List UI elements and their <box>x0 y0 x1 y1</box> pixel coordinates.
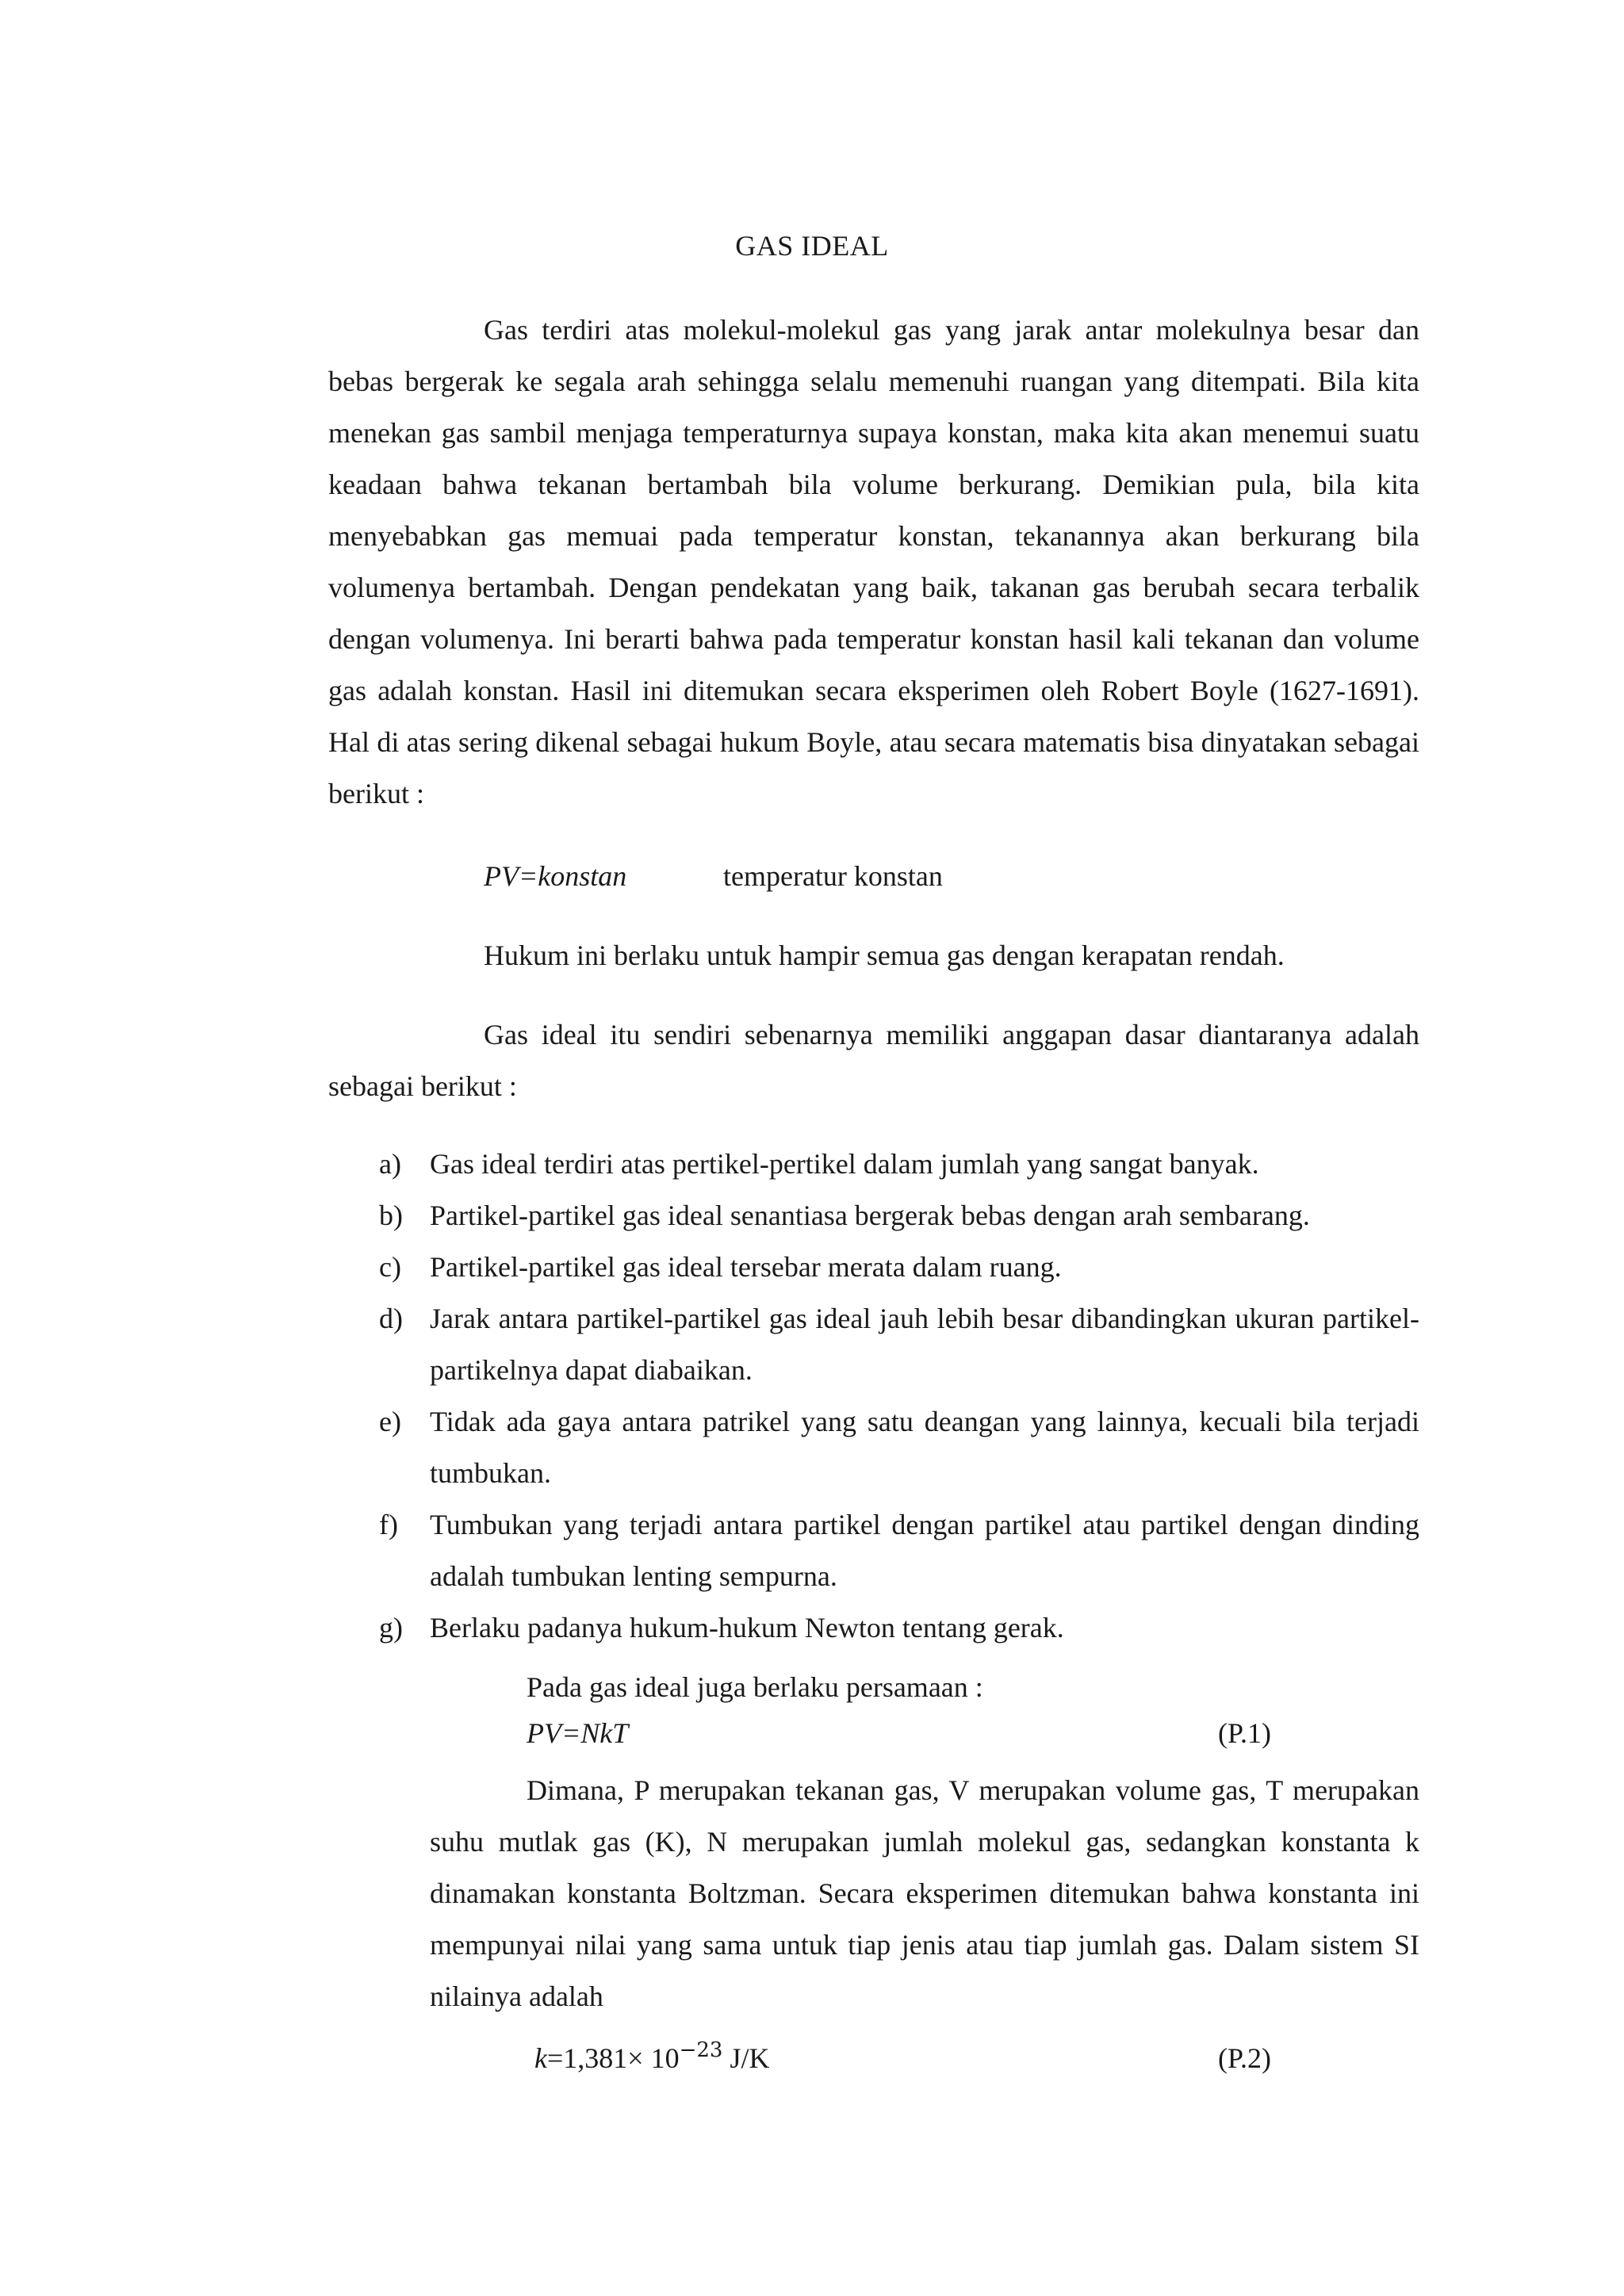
list-marker: e) <box>379 1406 401 1437</box>
equation-p2 <box>534 2038 770 2076</box>
list-marker: c) <box>379 1251 401 1283</box>
assumptions-intro-paragraph: Gas ideal itu sendiri sebenarnya memiliki anggapan dasar diantaranya adalah sebagai berikut : <box>328 1019 1419 1102</box>
p2-exponent: −23 <box>679 2038 723 2062</box>
equation-p1 <box>527 1716 628 1751</box>
list-item <box>328 1396 1419 1499</box>
list-item <box>328 1293 1419 1396</box>
also-applies-text: Pada gas ideal juga berlaku persamaan : <box>527 1671 983 1703</box>
p2-unit: J/K <box>722 2042 770 2074</box>
where-paragraph: Dimana, P merupakan tekanan gas, V merupakan volume gas, T merupakan suhu mutlak gas (K), N merupakan jumlah molekul gas, sedangkan konstanta k dinamakan konstanta Boltzman. Secara eksperimen ditemukan bahwa konstanta ini mempunyai nilai yang sama untuk tiap jenis atau tiap jumlah gas. Dalam sistem SI nilainya adalah <box>430 1774 1419 2012</box>
assumptions-list <box>328 1138 1419 1654</box>
list-item-text: Tidak ada gaya antara patrikel yang satu deangan yang lainnya, kecuali bila terjadi tumbukan. <box>430 1406 1419 1489</box>
list-item <box>328 1138 1419 1190</box>
list-marker: b) <box>379 1200 403 1231</box>
page-title: GAS IDEAL <box>735 230 889 262</box>
list-item <box>328 1190 1419 1242</box>
list-item <box>328 1242 1419 1293</box>
boyle-condition: temperatur konstan <box>723 860 943 892</box>
list-item <box>328 1499 1419 1602</box>
list-marker: f) <box>379 1509 398 1540</box>
list-marker: a) <box>379 1148 401 1180</box>
list-item-text: Partikel-partikel gas ideal tersebar merata dalam ruang. <box>430 1251 1062 1283</box>
list-item-text: Jarak antara partikel-partikel gas ideal jauh lebih besar dibandingkan ukuran partikel-partikelnya dapat diabaikan. <box>430 1303 1419 1386</box>
p2-value: =1,381× 10 <box>546 2042 680 2074</box>
boyle-formula: PV=konstan <box>484 860 627 892</box>
p2-symbol: k <box>534 2042 547 2074</box>
p1-formula: PV=NkT <box>527 1717 629 1749</box>
intro-paragraph: Gas terdiri atas molekul-molekul gas yang jarak antar molekulnya besar dan bebas bergerak ke segala arah sehingga selalu memenuhi ruangan yang ditempati. Bila kita menekan gas sambil menjaga temperaturnya supaya konstan, maka kita akan menemui suatu keadaan bahwa tekanan bertambah bila volume berkurang. Demikian pula, bila kita menyebabkan gas memuai pada temperatur konstan, tekanannya akan berkurang bila volumenya bertambah. Dengan pendekatan yang baik, takanan gas berubah secara terbalik dengan volumenya. Ini berarti bahwa pada temperatur konstan hasil kali tekanan dan volume gas adalah konstan. Hasil ini ditemukan secara eksperimen oleh Robert Boyle (1627-1691). Hal di atas sering dikenal sebagai hukum Boyle, atau secara matematis bisa dinyatakan sebagai berikut : <box>328 314 1419 809</box>
list-marker: g) <box>379 1612 403 1644</box>
list-item-text: Gas ideal terdiri atas pertikel-pertikel dalam jumlah yang sangat banyak. <box>430 1148 1259 1180</box>
list-marker: d) <box>379 1303 403 1334</box>
list-item <box>328 1602 1419 1654</box>
list-item-text: Berlaku padanya hukum-hukum Newton tentang gerak. <box>430 1612 1064 1644</box>
list-item-text: Tumbukan yang terjadi antara partikel dengan partikel atau partikel dengan dinding adalah tumbukan lenting sempurna. <box>430 1509 1419 1592</box>
boyle-equation <box>484 859 626 894</box>
equation-p1-label: (P.1) <box>1218 1717 1272 1749</box>
list-item-text: Partikel-partikel gas ideal senantiasa bergerak bebas dengan arah sembarang. <box>430 1200 1310 1231</box>
boyle-law-paragraph: Hukum ini berlaku untuk hampir semua gas dengan kerapatan rendah. <box>484 939 1285 971</box>
equation-p2-label: (P.2) <box>1218 2042 1272 2074</box>
